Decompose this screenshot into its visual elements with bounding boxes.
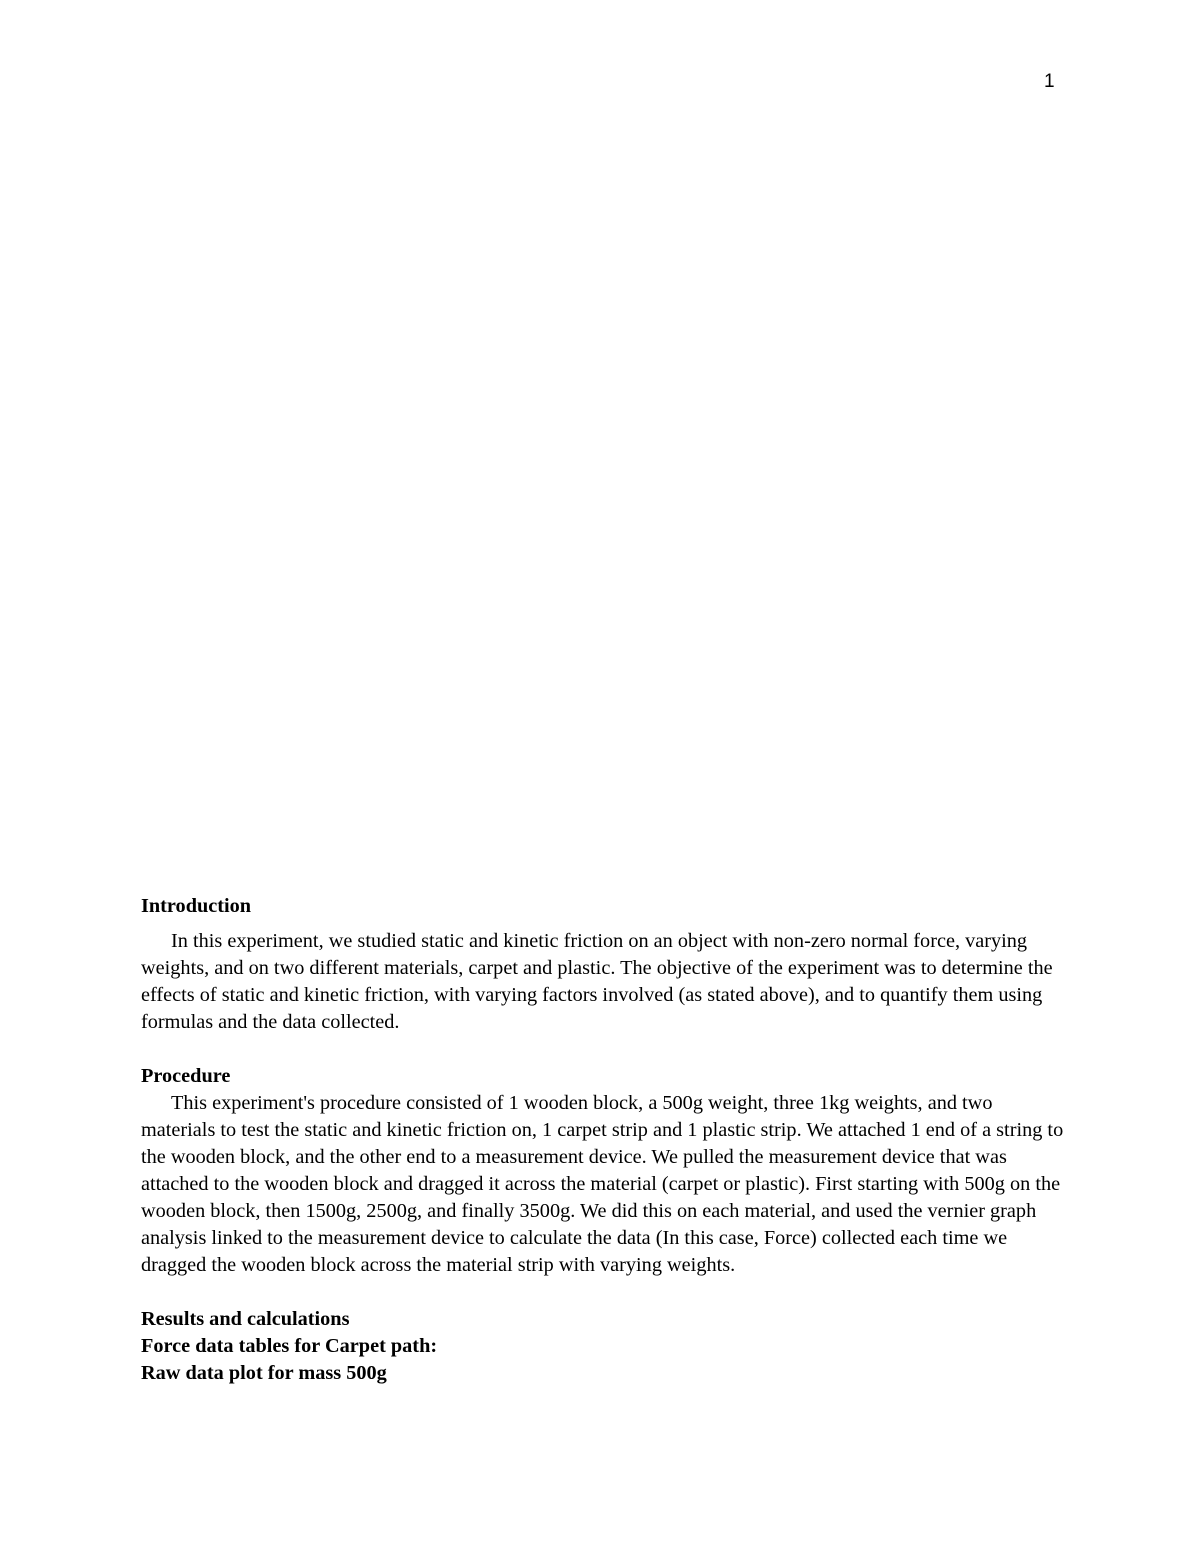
raw-data-plot-heading: Raw data plot for mass 500g bbox=[141, 1362, 387, 1384]
results-heading: Results and calculations bbox=[141, 1308, 350, 1330]
document-body bbox=[141, 893, 1066, 1387]
procedure-paragraph: This experiment's procedure consisted of 1 wooden block, a 500g weight, three 1kg weights, and two materials to test the static and kinetic friction on, 1 carpet strip and 1 plastic strip. We attached 1 end of a string to the wooden block, and the other end to a measurement device. We pulled the measurement device that was attached to the wooden block and dragged it across the material (carpet or plastic). First starting with 500g on the wooden block, then 1500g, 2500g, and finally 3500g. We did this on each material, and used the vernier graph analysis linked to the measurement device to calculate the data (In this case, Force) collected each time we dragged the wooden block across the material strip with varying weights. bbox=[141, 1092, 1064, 1276]
section-spacer bbox=[141, 1279, 1066, 1306]
procedure-heading: Procedure bbox=[141, 1065, 231, 1087]
section-spacer bbox=[141, 1036, 1066, 1063]
force-tables-heading: Force data tables for Carpet path: bbox=[141, 1335, 438, 1357]
introduction-paragraph: In this experiment, we studied static and kinetic friction on an object with non-zero normal force, varying weights, and on two different materials, carpet and plastic. The objective of the experiment was to determine the effects of static and kinetic friction, with varying factors involved (as stated above), and to quantify them using formulas and the data collected. bbox=[141, 930, 1053, 1033]
page-number: 1 bbox=[1044, 71, 1055, 92]
introduction-heading: Introduction bbox=[141, 895, 252, 917]
